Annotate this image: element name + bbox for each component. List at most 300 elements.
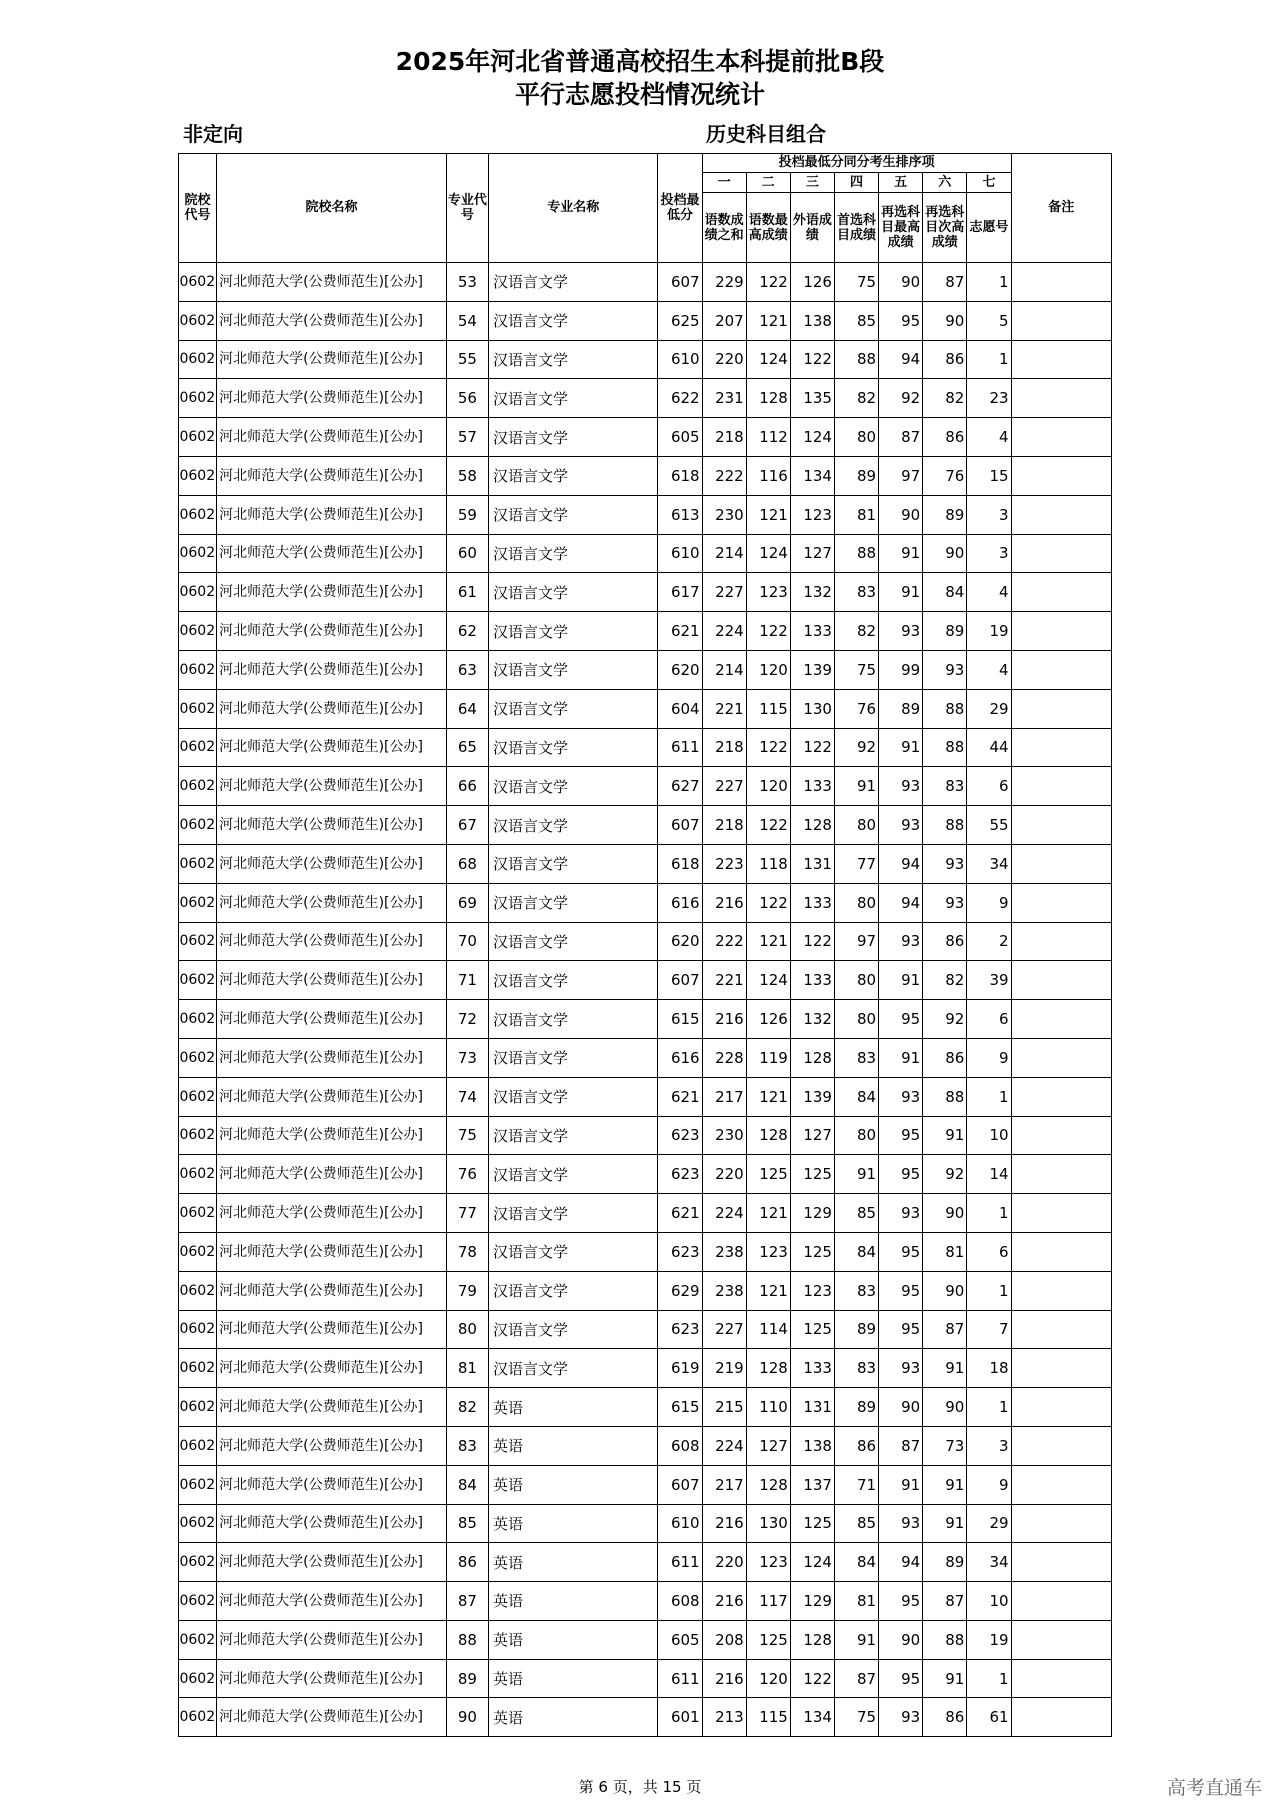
tiebreak-6-cell: 87 <box>923 1582 967 1621</box>
table-row <box>179 1155 1112 1194</box>
tiebreak-4-cell: 83 <box>834 1038 878 1077</box>
tiebreak-6-cell: 86 <box>923 1698 967 1737</box>
major-name-cell: 汉语言文学 <box>488 612 658 651</box>
school-name-cell: 河北师范大学(公费师范生)[公办] <box>217 767 447 806</box>
tiebreak-5-cell: 97 <box>879 456 923 495</box>
major-name-cell: 汉语言文学 <box>488 728 658 767</box>
tiebreak-2-cell: 114 <box>746 1310 790 1349</box>
header-tiebreak-num: 七 <box>967 173 1011 193</box>
remark-cell <box>1011 1038 1111 1077</box>
min-score-cell: 618 <box>658 844 702 883</box>
tiebreak-1-cell: 224 <box>702 1426 746 1465</box>
school-name-cell: 河北师范大学(公费师范生)[公办] <box>217 1271 447 1310</box>
school-name-cell: 河北师范大学(公费师范生)[公办] <box>217 1310 447 1349</box>
major-code-cell: 80 <box>446 1310 488 1349</box>
school-name-cell: 河北师范大学(公费师范生)[公办] <box>217 340 447 379</box>
remark-cell <box>1011 1659 1111 1698</box>
remark-cell <box>1011 1155 1111 1194</box>
tiebreak-3-cell: 123 <box>790 495 834 534</box>
tiebreak-6-cell: 91 <box>923 1504 967 1543</box>
remark-cell <box>1011 379 1111 418</box>
tiebreak-3-cell: 124 <box>790 1543 834 1582</box>
school-code-cell: 0602 <box>179 1000 217 1039</box>
tiebreak-5-cell: 93 <box>879 1349 923 1388</box>
tiebreak-5-cell: 93 <box>879 1504 923 1543</box>
tiebreak-7-cell: 1 <box>967 1388 1011 1427</box>
tiebreak-1-cell: 238 <box>702 1232 746 1271</box>
min-score-cell: 618 <box>658 456 702 495</box>
tiebreak-2-cell: 119 <box>746 1038 790 1077</box>
tiebreak-7-cell: 1 <box>967 340 1011 379</box>
table-row <box>179 1504 1112 1543</box>
remark-cell <box>1011 1232 1111 1271</box>
table-row <box>179 456 1112 495</box>
tiebreak-6-cell: 89 <box>923 612 967 651</box>
major-name-cell: 汉语言文学 <box>488 961 658 1000</box>
tiebreak-5-cell: 95 <box>879 1155 923 1194</box>
school-code-cell: 0602 <box>179 340 217 379</box>
tiebreak-3-cell: 139 <box>790 1077 834 1116</box>
category-label: 非定向 <box>183 122 243 146</box>
subject-combination-label: 历史科目组合 <box>706 122 826 146</box>
tiebreak-6-cell: 82 <box>923 961 967 1000</box>
tiebreak-6-cell: 88 <box>923 1077 967 1116</box>
tiebreak-7-cell: 1 <box>967 1077 1011 1116</box>
school-code-cell: 0602 <box>179 534 217 573</box>
major-code-cell: 59 <box>446 495 488 534</box>
tiebreak-7-cell: 6 <box>967 767 1011 806</box>
tiebreak-6-cell: 82 <box>923 379 967 418</box>
tiebreak-1-cell: 231 <box>702 379 746 418</box>
tiebreak-6-cell: 88 <box>923 689 967 728</box>
table-row <box>179 689 1112 728</box>
table-row <box>179 1465 1112 1504</box>
major-name-cell: 英语 <box>488 1698 658 1737</box>
tiebreak-1-cell: 208 <box>702 1620 746 1659</box>
table-row <box>179 1000 1112 1039</box>
tiebreak-3-cell: 137 <box>790 1465 834 1504</box>
header-tiebreak-num: 四 <box>834 173 878 193</box>
school-code-cell: 0602 <box>179 573 217 612</box>
tiebreak-3-cell: 133 <box>790 1349 834 1388</box>
tiebreak-1-cell: 216 <box>702 1582 746 1621</box>
min-score-cell: 605 <box>658 1620 702 1659</box>
school-name-cell: 河北师范大学(公费师范生)[公办] <box>217 1504 447 1543</box>
header-tiebreak-group: 投档最低分同分考生排序项 <box>702 154 1011 173</box>
tiebreak-5-cell: 93 <box>879 806 923 845</box>
min-score-cell: 615 <box>658 1388 702 1427</box>
school-code-cell: 0602 <box>179 1659 217 1698</box>
major-name-cell: 汉语言文学 <box>488 1310 658 1349</box>
min-score-cell: 625 <box>658 301 702 340</box>
header-tiebreak-item: 首选科目成绩 <box>834 193 878 263</box>
tiebreak-3-cell: 122 <box>790 340 834 379</box>
tiebreak-6-cell: 86 <box>923 922 967 961</box>
tiebreak-2-cell: 110 <box>746 1388 790 1427</box>
tiebreak-1-cell: 230 <box>702 495 746 534</box>
tiebreak-5-cell: 90 <box>879 495 923 534</box>
tiebreak-2-cell: 122 <box>746 263 790 302</box>
tiebreak-3-cell: 128 <box>790 1620 834 1659</box>
table-row <box>179 1116 1112 1155</box>
tiebreak-7-cell: 1 <box>967 1271 1011 1310</box>
table-row <box>179 1077 1112 1116</box>
table-row <box>179 1232 1112 1271</box>
major-code-cell: 79 <box>446 1271 488 1310</box>
tiebreak-6-cell: 90 <box>923 1388 967 1427</box>
major-code-cell: 70 <box>446 922 488 961</box>
min-score-cell: 615 <box>658 1000 702 1039</box>
tiebreak-2-cell: 127 <box>746 1426 790 1465</box>
school-code-cell: 0602 <box>179 379 217 418</box>
tiebreak-7-cell: 29 <box>967 689 1011 728</box>
tiebreak-1-cell: 216 <box>702 1000 746 1039</box>
tiebreak-5-cell: 94 <box>879 340 923 379</box>
tiebreak-1-cell: 221 <box>702 961 746 1000</box>
header-major-code: 专业代号 <box>446 154 488 263</box>
min-score-cell: 608 <box>658 1582 702 1621</box>
tiebreak-2-cell: 125 <box>746 1155 790 1194</box>
header-tiebreak-num: 一 <box>702 173 746 193</box>
major-code-cell: 54 <box>446 301 488 340</box>
school-name-cell: 河北师范大学(公费师范生)[公办] <box>217 1000 447 1039</box>
min-score-cell: 621 <box>658 1077 702 1116</box>
header-school-name: 院校名称 <box>217 154 447 263</box>
major-code-cell: 85 <box>446 1504 488 1543</box>
header-remarks: 备注 <box>1011 154 1111 263</box>
tiebreak-5-cell: 90 <box>879 1388 923 1427</box>
major-name-cell: 英语 <box>488 1659 658 1698</box>
school-code-cell: 0602 <box>179 767 217 806</box>
tiebreak-3-cell: 133 <box>790 767 834 806</box>
tiebreak-1-cell: 207 <box>702 301 746 340</box>
remark-cell <box>1011 883 1111 922</box>
school-code-cell: 0602 <box>179 263 217 302</box>
tiebreak-4-cell: 87 <box>834 1659 878 1698</box>
table-row <box>179 883 1112 922</box>
min-score-cell: 608 <box>658 1426 702 1465</box>
table-row <box>179 1620 1112 1659</box>
major-name-cell: 英语 <box>488 1388 658 1427</box>
table-row <box>179 263 1112 302</box>
tiebreak-5-cell: 95 <box>879 1659 923 1698</box>
tiebreak-1-cell: 217 <box>702 1077 746 1116</box>
header-tiebreak-num: 二 <box>746 173 790 193</box>
major-name-cell: 汉语言文学 <box>488 689 658 728</box>
remark-cell <box>1011 340 1111 379</box>
min-score-cell: 619 <box>658 1349 702 1388</box>
remark-cell <box>1011 1543 1111 1582</box>
remark-cell <box>1011 1000 1111 1039</box>
tiebreak-2-cell: 123 <box>746 1232 790 1271</box>
remark-cell <box>1011 301 1111 340</box>
school-code-cell: 0602 <box>179 1426 217 1465</box>
school-name-cell: 河北师范大学(公费师范生)[公办] <box>217 1620 447 1659</box>
tiebreak-3-cell: 127 <box>790 534 834 573</box>
major-name-cell: 汉语言文学 <box>488 1194 658 1233</box>
school-code-cell: 0602 <box>179 301 217 340</box>
tiebreak-4-cell: 80 <box>834 418 878 457</box>
major-name-cell: 汉语言文学 <box>488 301 658 340</box>
tiebreak-3-cell: 129 <box>790 1582 834 1621</box>
min-score-cell: 620 <box>658 650 702 689</box>
tiebreak-5-cell: 87 <box>879 418 923 457</box>
tiebreak-3-cell: 132 <box>790 1000 834 1039</box>
tiebreak-2-cell: 123 <box>746 1543 790 1582</box>
tiebreak-6-cell: 88 <box>923 728 967 767</box>
tiebreak-5-cell: 95 <box>879 1116 923 1155</box>
tiebreak-4-cell: 91 <box>834 1155 878 1194</box>
tiebreak-4-cell: 84 <box>834 1077 878 1116</box>
table-row <box>179 1582 1112 1621</box>
min-score-cell: 629 <box>658 1271 702 1310</box>
school-code-cell: 0602 <box>179 1155 217 1194</box>
tiebreak-5-cell: 90 <box>879 263 923 302</box>
tiebreak-5-cell: 90 <box>879 1620 923 1659</box>
major-name-cell: 英语 <box>488 1426 658 1465</box>
tiebreak-7-cell: 23 <box>967 379 1011 418</box>
remark-cell <box>1011 1116 1111 1155</box>
major-name-cell: 汉语言文学 <box>488 263 658 302</box>
tiebreak-4-cell: 85 <box>834 301 878 340</box>
tiebreak-2-cell: 128 <box>746 379 790 418</box>
tiebreak-2-cell: 121 <box>746 1194 790 1233</box>
major-code-cell: 89 <box>446 1659 488 1698</box>
school-code-cell: 0602 <box>179 495 217 534</box>
tiebreak-1-cell: 216 <box>702 1504 746 1543</box>
major-name-cell: 汉语言文学 <box>488 495 658 534</box>
table-row <box>179 612 1112 651</box>
header-tiebreak-num: 六 <box>923 173 967 193</box>
major-code-cell: 82 <box>446 1388 488 1427</box>
school-code-cell: 0602 <box>179 1116 217 1155</box>
tiebreak-4-cell: 71 <box>834 1465 878 1504</box>
school-name-cell: 河北师范大学(公费师范生)[公办] <box>217 379 447 418</box>
page-title-line2: 平行志愿投档情况统计 <box>514 80 765 109</box>
remark-cell <box>1011 1388 1111 1427</box>
tiebreak-6-cell: 92 <box>923 1000 967 1039</box>
tiebreak-3-cell: 129 <box>790 1194 834 1233</box>
header-tiebreak-item: 再选科目最高成绩 <box>879 193 923 263</box>
school-code-cell: 0602 <box>179 844 217 883</box>
remark-cell <box>1011 1620 1111 1659</box>
school-code-cell: 0602 <box>179 806 217 845</box>
tiebreak-2-cell: 112 <box>746 418 790 457</box>
school-code-cell: 0602 <box>179 1194 217 1233</box>
remark-cell <box>1011 534 1111 573</box>
table-row <box>179 1271 1112 1310</box>
tiebreak-2-cell: 116 <box>746 456 790 495</box>
table-row <box>179 495 1112 534</box>
tiebreak-2-cell: 115 <box>746 1698 790 1737</box>
school-code-cell: 0602 <box>179 1038 217 1077</box>
tiebreak-1-cell: 218 <box>702 728 746 767</box>
remark-cell <box>1011 1077 1111 1116</box>
tiebreak-3-cell: 132 <box>790 573 834 612</box>
major-code-cell: 57 <box>446 418 488 457</box>
school-code-cell: 0602 <box>179 922 217 961</box>
school-name-cell: 河北师范大学(公费师范生)[公办] <box>217 263 447 302</box>
school-code-cell: 0602 <box>179 1620 217 1659</box>
tiebreak-7-cell: 55 <box>967 806 1011 845</box>
major-code-cell: 87 <box>446 1582 488 1621</box>
tiebreak-6-cell: 88 <box>923 806 967 845</box>
tiebreak-7-cell: 6 <box>967 1232 1011 1271</box>
table-row <box>179 1388 1112 1427</box>
school-code-cell: 0602 <box>179 1698 217 1737</box>
tiebreak-7-cell: 6 <box>967 1000 1011 1039</box>
page-footer: 第 6 页，共 15 页 <box>578 1778 702 1796</box>
tiebreak-7-cell: 9 <box>967 1465 1011 1504</box>
tiebreak-7-cell: 29 <box>967 1504 1011 1543</box>
tiebreak-4-cell: 80 <box>834 1000 878 1039</box>
major-code-cell: 78 <box>446 1232 488 1271</box>
tiebreak-2-cell: 115 <box>746 689 790 728</box>
tiebreak-3-cell: 123 <box>790 1271 834 1310</box>
tiebreak-4-cell: 80 <box>834 961 878 1000</box>
major-name-cell: 汉语言文学 <box>488 1000 658 1039</box>
table-row <box>179 767 1112 806</box>
tiebreak-6-cell: 87 <box>923 263 967 302</box>
tiebreak-6-cell: 90 <box>923 301 967 340</box>
table-row <box>179 1426 1112 1465</box>
tiebreak-1-cell: 219 <box>702 1349 746 1388</box>
tiebreak-3-cell: 122 <box>790 1659 834 1698</box>
tiebreak-3-cell: 131 <box>790 1388 834 1427</box>
major-name-cell: 汉语言文学 <box>488 883 658 922</box>
tiebreak-6-cell: 81 <box>923 1232 967 1271</box>
major-name-cell: 汉语言文学 <box>488 767 658 806</box>
tiebreak-1-cell: 218 <box>702 418 746 457</box>
school-name-cell: 河北师范大学(公费师范生)[公办] <box>217 1349 447 1388</box>
major-name-cell: 汉语言文学 <box>488 1232 658 1271</box>
tiebreak-2-cell: 121 <box>746 1271 790 1310</box>
tiebreak-7-cell: 15 <box>967 456 1011 495</box>
major-name-cell: 汉语言文学 <box>488 1038 658 1077</box>
major-code-cell: 64 <box>446 689 488 728</box>
tiebreak-5-cell: 95 <box>879 1310 923 1349</box>
tiebreak-1-cell: 216 <box>702 1659 746 1698</box>
min-score-cell: 605 <box>658 418 702 457</box>
tiebreak-2-cell: 124 <box>746 340 790 379</box>
tiebreak-4-cell: 81 <box>834 495 878 534</box>
major-code-cell: 83 <box>446 1426 488 1465</box>
tiebreak-2-cell: 125 <box>746 1620 790 1659</box>
school-name-cell: 河北师范大学(公费师范生)[公办] <box>217 650 447 689</box>
tiebreak-3-cell: 135 <box>790 379 834 418</box>
school-name-cell: 河北师范大学(公费师范生)[公办] <box>217 806 447 845</box>
school-name-cell: 河北师范大学(公费师范生)[公办] <box>217 728 447 767</box>
school-code-cell: 0602 <box>179 456 217 495</box>
school-name-cell: 河北师范大学(公费师范生)[公办] <box>217 1388 447 1427</box>
school-code-cell: 0602 <box>179 961 217 1000</box>
school-code-cell: 0602 <box>179 1077 217 1116</box>
remark-cell <box>1011 573 1111 612</box>
major-name-cell: 英语 <box>488 1465 658 1504</box>
tiebreak-7-cell: 1 <box>967 1194 1011 1233</box>
tiebreak-6-cell: 89 <box>923 495 967 534</box>
tiebreak-3-cell: 124 <box>790 418 834 457</box>
tiebreak-2-cell: 123 <box>746 573 790 612</box>
tiebreak-6-cell: 89 <box>923 1543 967 1582</box>
min-score-cell: 617 <box>658 573 702 612</box>
school-code-cell: 0602 <box>179 1271 217 1310</box>
school-code-cell: 0602 <box>179 1388 217 1427</box>
header-tiebreak-item: 语数成绩之和 <box>702 193 746 263</box>
header-min-score: 投档最低分 <box>658 154 702 263</box>
tiebreak-5-cell: 95 <box>879 1232 923 1271</box>
table-row <box>179 922 1112 961</box>
tiebreak-5-cell: 87 <box>879 1426 923 1465</box>
tiebreak-1-cell: 227 <box>702 1310 746 1349</box>
table-row <box>179 1310 1112 1349</box>
tiebreak-2-cell: 128 <box>746 1116 790 1155</box>
major-name-cell: 汉语言文学 <box>488 1077 658 1116</box>
remark-cell <box>1011 806 1111 845</box>
min-score-cell: 623 <box>658 1155 702 1194</box>
school-name-cell: 河北师范大学(公费师范生)[公办] <box>217 495 447 534</box>
tiebreak-7-cell: 39 <box>967 961 1011 1000</box>
tiebreak-1-cell: 214 <box>702 650 746 689</box>
tiebreak-2-cell: 128 <box>746 1349 790 1388</box>
tiebreak-4-cell: 97 <box>834 922 878 961</box>
major-name-cell: 汉语言文学 <box>488 1349 658 1388</box>
tiebreak-3-cell: 133 <box>790 883 834 922</box>
major-name-cell: 英语 <box>488 1620 658 1659</box>
remark-cell <box>1011 922 1111 961</box>
major-code-cell: 60 <box>446 534 488 573</box>
tiebreak-1-cell: 224 <box>702 612 746 651</box>
tiebreak-7-cell: 18 <box>967 1349 1011 1388</box>
remark-cell <box>1011 612 1111 651</box>
tiebreak-4-cell: 88 <box>834 534 878 573</box>
major-name-cell: 汉语言文学 <box>488 650 658 689</box>
table-row <box>179 379 1112 418</box>
tiebreak-3-cell: 133 <box>790 612 834 651</box>
tiebreak-2-cell: 120 <box>746 650 790 689</box>
min-score-cell: 623 <box>658 1310 702 1349</box>
remark-cell <box>1011 1194 1111 1233</box>
min-score-cell: 601 <box>658 1698 702 1737</box>
major-name-cell: 汉语言文学 <box>488 418 658 457</box>
major-name-cell: 英语 <box>488 1582 658 1621</box>
table-row <box>179 534 1112 573</box>
tiebreak-7-cell: 19 <box>967 1620 1011 1659</box>
school-name-cell: 河北师范大学(公费师范生)[公办] <box>217 1543 447 1582</box>
tiebreak-3-cell: 125 <box>790 1155 834 1194</box>
table-row <box>179 844 1112 883</box>
watermark: 高考直通车 <box>1166 1777 1262 1799</box>
tiebreak-1-cell: 227 <box>702 767 746 806</box>
tiebreak-3-cell: 125 <box>790 1310 834 1349</box>
tiebreak-2-cell: 118 <box>746 844 790 883</box>
major-name-cell: 汉语言文学 <box>488 922 658 961</box>
tiebreak-4-cell: 83 <box>834 573 878 612</box>
tiebreak-7-cell: 61 <box>967 1698 1011 1737</box>
tiebreak-3-cell: 134 <box>790 456 834 495</box>
table-row <box>179 728 1112 767</box>
tiebreak-7-cell: 9 <box>967 883 1011 922</box>
school-name-cell: 河北师范大学(公费师范生)[公办] <box>217 844 447 883</box>
school-name-cell: 河北师范大学(公费师范生)[公办] <box>217 1038 447 1077</box>
table-row <box>179 573 1112 612</box>
major-code-cell: 84 <box>446 1465 488 1504</box>
tiebreak-1-cell: 227 <box>702 573 746 612</box>
tiebreak-2-cell: 124 <box>746 961 790 1000</box>
major-name-cell: 汉语言文学 <box>488 534 658 573</box>
tiebreak-1-cell: 220 <box>702 1155 746 1194</box>
tiebreak-1-cell: 213 <box>702 1698 746 1737</box>
